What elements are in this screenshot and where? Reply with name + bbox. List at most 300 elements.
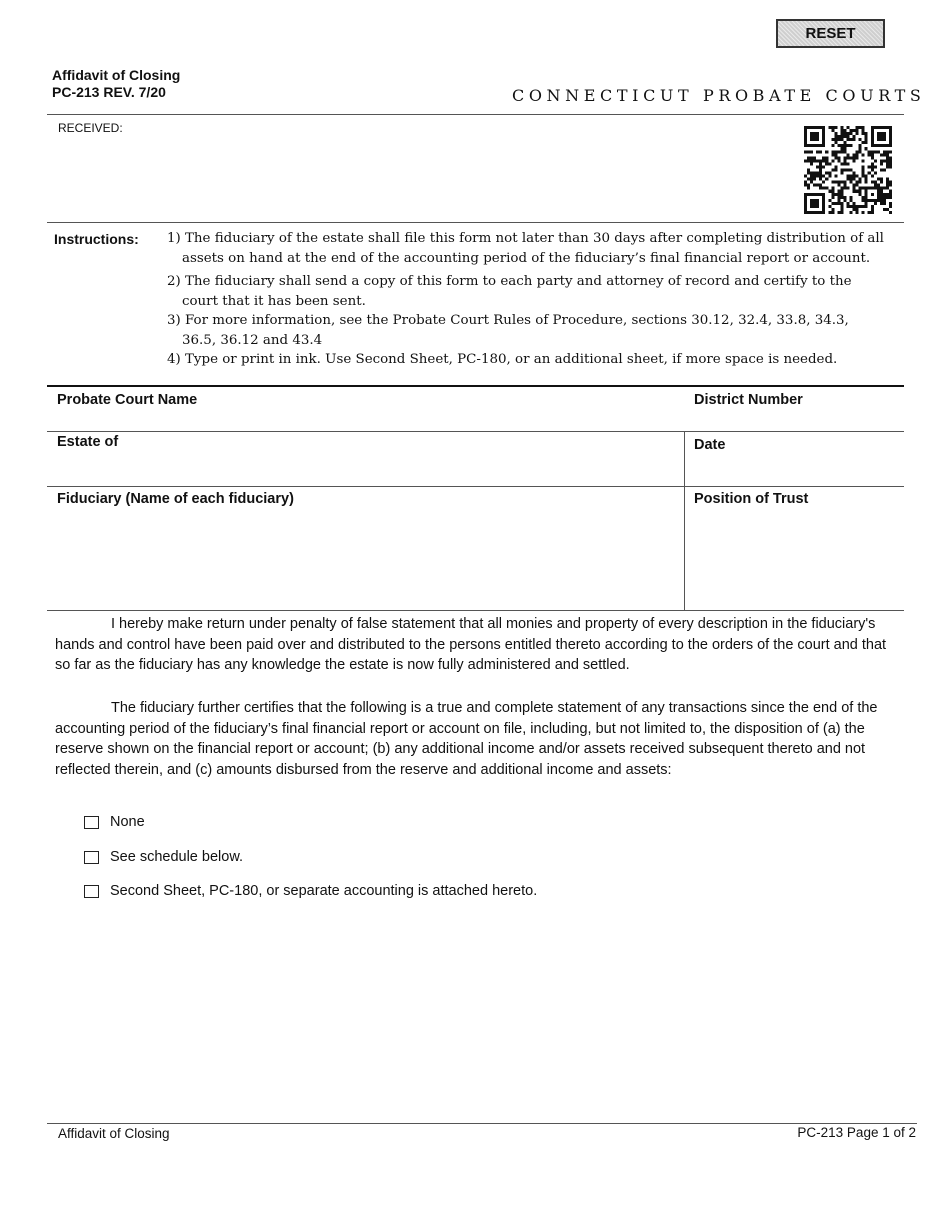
qr-module [837,190,840,193]
qr-module [865,190,868,193]
qr-module [862,129,865,132]
qr-module [810,175,813,178]
qr-module [825,159,828,162]
return-statement [55,614,893,676]
footer-page-number: PC-213 Page 1 of 2 [797,1125,916,1140]
qr-module [862,159,865,162]
qr-module [859,178,862,181]
qr-module [813,172,816,175]
qr-module [840,172,843,175]
form-name: Affidavit of Closing [52,67,181,83]
qr-module [871,175,874,178]
district-number-field[interactable] [694,392,803,408]
qr-module [856,208,859,211]
qr-module [850,199,853,202]
qr-module [825,150,828,153]
qr-module [889,165,892,168]
option-label: None [110,814,145,830]
qr-module [853,172,856,175]
qr-module [813,205,816,208]
qr-module [874,159,877,162]
qr-module [865,205,868,208]
qr-module [865,193,868,196]
qr-module [804,129,807,132]
qr-module [822,138,825,141]
qr-module [886,184,889,187]
qr-module [880,159,883,162]
qr-module [831,144,834,147]
qr-module [837,135,840,138]
qr-module [862,175,865,178]
qr-module [810,156,813,159]
qr-module [846,156,849,159]
qr-module [865,181,868,184]
qr-module [862,205,865,208]
qr-module [831,211,834,214]
instructions-list [167,229,885,370]
qr-module [813,144,816,147]
qr-module [853,156,856,159]
qr-module [871,211,874,214]
qr-module [831,129,834,132]
qr-module [871,135,874,138]
qr-module [856,153,859,156]
qr-module [883,135,886,138]
qr-module [840,162,843,165]
qr-module [886,187,889,190]
estate-of-field[interactable] [57,434,118,450]
qr-module [843,147,846,150]
qr-module [871,144,874,147]
qr-module [822,208,825,211]
date-field[interactable] [694,437,725,453]
qr-module [822,202,825,205]
qr-module [880,193,883,196]
qr-module [822,199,825,202]
qr-module [840,144,843,147]
qr-module [877,199,880,202]
qr-module [813,138,816,141]
qr-module [834,135,837,138]
qr-module [813,175,816,178]
qr-module [846,153,849,156]
qr-module [874,150,877,153]
qr-module [822,196,825,199]
qr-module [871,132,874,135]
qr-module [865,141,868,144]
qr-module [889,159,892,162]
qr-module [819,144,822,147]
qr-module [865,147,868,150]
qr-module [837,196,840,199]
qr-code-icon [804,126,892,219]
qr-module [850,178,853,181]
reset-button[interactable]: RESET [776,19,885,48]
second-sheet-checkbox[interactable] [84,885,99,898]
qr-module [831,159,834,162]
qr-module [843,129,846,132]
qr-module [807,150,810,153]
qr-module [853,129,856,132]
qr-module [813,211,816,214]
qr-module [810,205,813,208]
qr-module [834,126,837,129]
qr-module [846,126,849,129]
certify-statement [55,698,893,780]
qr-module [859,147,862,150]
qr-module [816,150,819,153]
position-of-trust-field[interactable] [694,491,808,507]
qr-module [871,208,874,211]
qr-module [810,193,813,196]
qr-module [837,199,840,202]
qr-module [862,132,865,135]
option-label: See schedule below. [110,849,244,865]
qr-module [889,211,892,214]
qr-module [843,150,846,153]
footer-form-name: Affidavit of Closing [58,1126,170,1141]
qr-module [828,162,831,165]
qr-module [804,193,807,196]
qr-module [853,202,856,205]
qr-module [816,193,819,196]
qr-module [889,135,892,138]
qr-module [889,141,892,144]
qr-module [871,138,874,141]
qr-module [877,144,880,147]
qr-module [883,196,886,199]
qr-module [874,187,877,190]
qr-module [862,199,865,202]
qr-module [822,141,825,144]
qr-module [813,132,816,135]
qr-module [825,187,828,190]
qr-module [840,187,843,190]
qr-module [886,208,889,211]
qr-module [868,211,871,214]
qr-module [840,132,843,135]
qr-module [816,144,819,147]
none-checkbox[interactable] [84,816,99,829]
qr-module [807,178,810,181]
qr-module [837,181,840,184]
qr-module [828,190,831,193]
qr-module [819,165,822,168]
qr-module [871,150,874,153]
qr-module [883,168,886,171]
qr-module [859,144,862,147]
qr-module [840,211,843,214]
qr-module [807,156,810,159]
qr-module [816,132,819,135]
qr-module [862,141,865,144]
qr-module [886,150,889,153]
qr-module [837,156,840,159]
qr-module [822,181,825,184]
qr-module [850,211,853,214]
qr-module [810,162,813,165]
qr-module [877,135,880,138]
qr-module [804,138,807,141]
qr-module [886,156,889,159]
qr-module [886,159,889,162]
qr-module [871,141,874,144]
qr-module [862,165,865,168]
qr-module [804,181,807,184]
qr-module [831,196,834,199]
date-label: Date [694,437,726,453]
qr-module [807,172,810,175]
qr-module [819,178,822,181]
qr-module [856,181,859,184]
qr-module [889,202,892,205]
qr-module [840,135,843,138]
row-divider-2 [47,486,904,487]
qr-module [862,172,865,175]
qr-module [846,138,849,141]
qr-module [843,187,846,190]
qr-module [834,150,837,153]
qr-module [810,202,813,205]
qr-module [862,211,865,214]
probate-court-name-field[interactable] [57,392,197,408]
qr-module [804,196,807,199]
column-divider [684,431,685,610]
qr-module [889,138,892,141]
qr-module [840,129,843,132]
qr-module [816,126,819,129]
qr-module [880,202,883,205]
qr-module [850,175,853,178]
qr-module [853,159,856,162]
qr-module [837,193,840,196]
qr-module [871,162,874,165]
qr-module [865,135,868,138]
qr-module [822,132,825,135]
qr-module [843,199,846,202]
qr-module [850,196,853,199]
qr-module [846,205,849,208]
qr-module [886,193,889,196]
qr-module [880,168,883,171]
qr-module [889,193,892,196]
qr-module [810,138,813,141]
option-label: Second Sheet, PC-180, or separate accounting is attached hereto. [110,883,538,899]
qr-module [865,175,868,178]
qr-module [843,196,846,199]
qr-module [840,138,843,141]
qr-module [807,187,810,190]
qr-module [831,168,834,171]
qr-module [834,168,837,171]
qr-module [859,138,862,141]
qr-module [813,199,816,202]
qr-module [816,184,819,187]
qr-module [880,199,883,202]
qr-module [822,126,825,129]
qr-module [828,126,831,129]
qr-module [871,153,874,156]
qr-module [846,187,849,190]
qr-module [874,144,877,147]
qr-module [804,144,807,147]
option-second-sheet[interactable] [84,883,537,899]
qr-module [883,208,886,211]
qr-module [865,138,868,141]
qr-module [850,144,853,147]
qr-module [877,193,880,196]
qr-module [825,172,828,175]
fields-top-border [47,385,904,387]
qr-module [843,156,846,159]
qr-module [813,156,816,159]
qr-module [822,175,825,178]
qr-module [843,181,846,184]
qr-module [807,168,810,171]
qr-module [877,150,880,153]
qr-module [825,178,828,181]
qr-module [816,138,819,141]
qr-module [813,135,816,138]
qr-module [837,144,840,147]
qr-module [822,187,825,190]
certify-statement-text: The fiduciary further certifies that the following is a true and complete statement of any transactions since the end of the accounting period of the fiduciary’s final financial report or account on file, including, but not limited to, the disposition of (a) the reserve shown on the financial report or account; (b) any additional income and/or assets received subsequent thereto and not reflected therein, and (c) amounts disbursed from the reserve and additional income and assets: [55,700,878,778]
qr-module [880,196,883,199]
qr-module [889,150,892,153]
qr-module [880,190,883,193]
instruction-item: 2) The fiduciary shall send a copy of this form to each party and attorney of record and certify to the court that it has been sent. [167,274,852,309]
qr-module [834,175,837,178]
qr-module [843,132,846,135]
qr-module [883,153,886,156]
qr-module [828,175,831,178]
qr-module [837,184,840,187]
qr-module [810,126,813,129]
qr-module [840,202,843,205]
qr-module [877,190,880,193]
qr-module [804,141,807,144]
qr-module [843,144,846,147]
qr-module [819,150,822,153]
qr-module [828,205,831,208]
qr-module [843,159,846,162]
qr-module [886,181,889,184]
qr-module [843,135,846,138]
instructions-label: Instructions: [54,231,139,247]
qr-module [856,184,859,187]
qr-module [889,184,892,187]
qr-module [840,190,843,193]
qr-module [804,135,807,138]
qr-module [865,196,868,199]
qr-module [819,184,822,187]
qr-module [816,202,819,205]
instruction-item: 4) Type or print in ink. Use Second Sheet, PC-180, or an additional sheet, if more space is needed. [167,352,838,367]
qr-module [886,196,889,199]
instruction-item: 3) For more information, see the Probate Court Rules of Procedure, sections 30.12, 32.4, 33.8, 34.3, 36.5, 36.12 and 43.4 [167,313,849,348]
qr-module [840,208,843,211]
fiduciary-field[interactable] [57,491,294,507]
qr-module [840,196,843,199]
qr-module [831,187,834,190]
qr-module [816,205,819,208]
qr-module [856,150,859,153]
qr-module [810,135,813,138]
qr-module [837,150,840,153]
qr-module [889,190,892,193]
qr-module [837,202,840,205]
option-none[interactable] [84,814,145,830]
qr-module [825,162,828,165]
qr-module [871,181,874,184]
qr-module [880,135,883,138]
qr-module [807,144,810,147]
qr-module [877,178,880,181]
qr-module [859,150,862,153]
qr-module [828,199,831,202]
qr-module [877,187,880,190]
received-label: RECEIVED: [58,121,123,135]
qr-module [874,184,877,187]
qr-module [846,178,849,181]
qr-module [804,211,807,214]
form-code: PC-213 REV. 7/20 [52,84,166,100]
see-schedule-checkbox[interactable] [84,851,99,864]
qr-module [871,129,874,132]
qr-module [883,199,886,202]
qr-module [880,181,883,184]
qr-module [816,165,819,168]
qr-module [880,153,883,156]
qr-module [840,126,843,129]
qr-module [846,162,849,165]
qr-module [865,132,868,135]
qr-module [859,193,862,196]
qr-module [831,193,834,196]
qr-module [850,156,853,159]
qr-module [889,132,892,135]
qr-module [877,132,880,135]
qr-module [850,205,853,208]
qr-module [840,150,843,153]
option-see-schedule[interactable] [84,849,243,865]
qr-module [877,184,880,187]
qr-module [843,162,846,165]
qr-module [859,205,862,208]
qr-module [837,211,840,214]
qr-module [853,208,856,211]
qr-module [874,126,877,129]
court-header: CONNECTICUT PROBATE COURTS [512,86,926,105]
qr-module [831,208,834,211]
qr-module [889,162,892,165]
qr-module [868,199,871,202]
qr-module [880,132,883,135]
qr-module [831,138,834,141]
qr-module [871,126,874,129]
qr-module [816,175,819,178]
qr-module [822,135,825,138]
qr-module [834,132,837,135]
probate-court-name-label: Probate Court Name [57,392,198,408]
qr-module [816,135,819,138]
qr-module [883,126,886,129]
qr-module [804,184,807,187]
qr-module [813,193,816,196]
qr-module [816,159,819,162]
qr-module [819,175,822,178]
qr-module [834,138,837,141]
